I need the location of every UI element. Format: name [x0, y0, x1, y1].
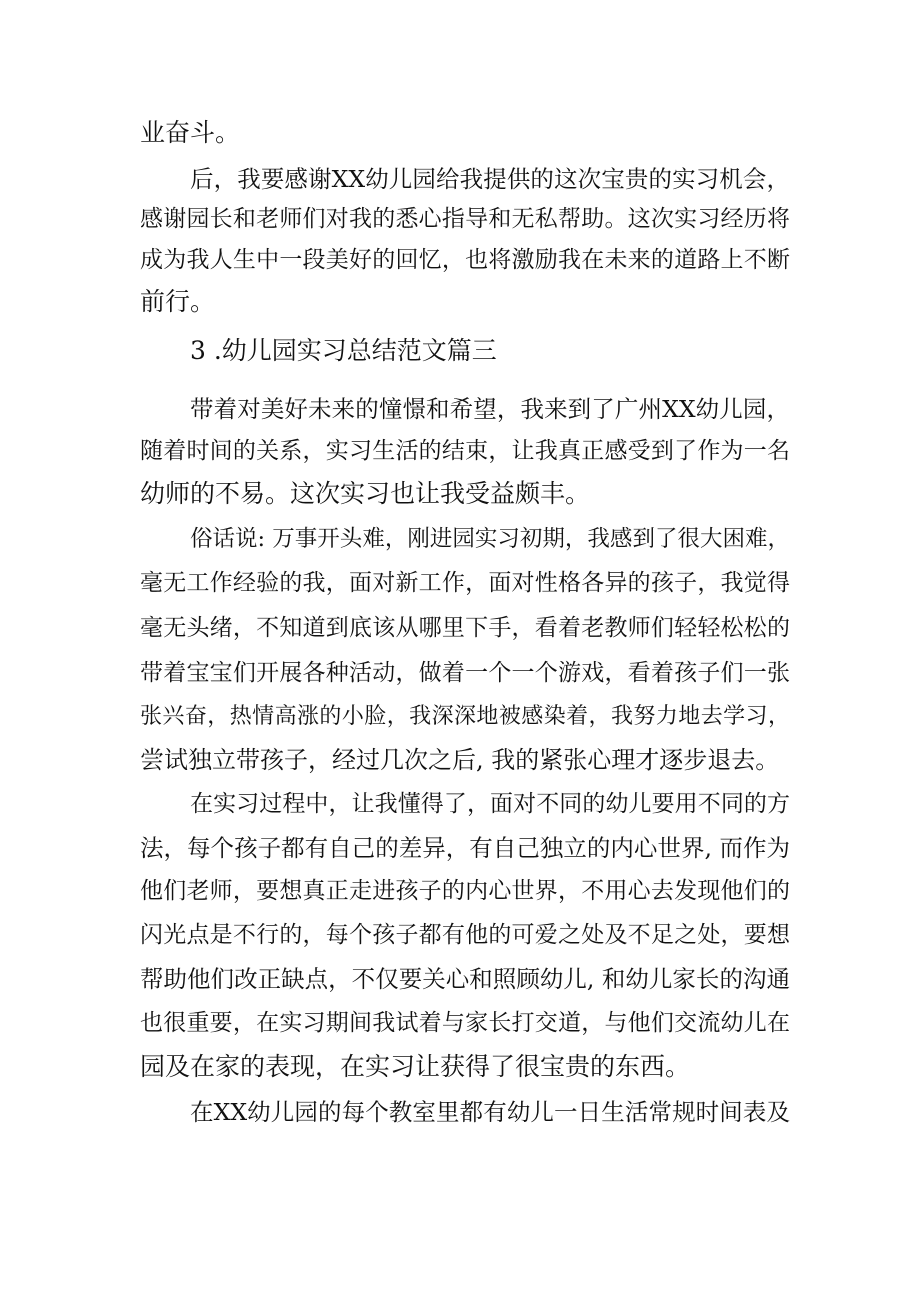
text-line: 帮助他们改正缺点，不仅要关心和照顾幼儿, 和幼儿家长的沟通: [140, 965, 790, 993]
text-line: 园及在家的表现，在实习让获得了很宝贵的东西。: [140, 1052, 691, 1081]
text-line: 毫无头绪，不知道到底该从哪里下手，看着老教师们轻轻松松的: [140, 615, 790, 641]
text-line: 带着对美好未来的憧憬和希望，我来到了广州XX幼儿园，: [190, 395, 790, 423]
text-line: 闪光点是不行的，每个孩子都有他的可爱之处及不足之处，要想: [140, 922, 790, 948]
text-line: 业奋斗。: [140, 118, 241, 147]
text-line: 感谢园长和老师们对我的悉心指导和无私帮助。这次实习经历将: [140, 206, 790, 232]
text-line: 后，我要感谢XX幼儿园给我提供的这次宝贵的实习机会，: [190, 165, 790, 193]
text-line: 幼师的不易。这次实习也让我受益颇丰。: [140, 479, 591, 508]
text-line: 尝试独立带孩子，经过几次之后, 我的紧张心理才逐步退去。: [140, 746, 780, 774]
text-line: 张兴奋，热情高涨的小脸，我深深地被感染着，我努力地去学习，: [140, 704, 790, 729]
text-line: 毫无工作经验的我，面对新工作，面对性格各异的孩子，我觉得: [140, 570, 790, 596]
text-line: 带着宝宝们开展各种活动，做着一个一个游戏，看着孩子们一张: [140, 660, 790, 686]
text-line: 在实习过程中，让我懂得了，面对不同的幼儿要用不同的方: [190, 791, 790, 817]
text-line: 随着时间的关系，实习生活的结束，让我真正感受到了作为一名: [140, 438, 790, 464]
section-heading: 3 .幼儿园实习总结范文篇三: [190, 336, 497, 365]
text-line: 前行。: [140, 287, 216, 316]
text-line: 也很重要，在实习期间我试着与家长打交道，与他们交流幼儿在: [140, 1010, 790, 1036]
text-line: 俗话说: 万事开头难，刚进园实习初期，我感到了很大困难，: [190, 526, 790, 552]
text-line: 成为我人生中一段美好的回忆，也将激励我在未来的道路上不断: [140, 247, 790, 273]
text-line: 他们老师，要想真正走进孩子的内心世界，不用心去发现他们的: [140, 878, 790, 904]
text-line: 在XX幼儿园的每个教室里都有幼儿一日生活常规时间表及: [190, 1098, 790, 1126]
text-line: 法，每个孩子都有自己的差异，有自己独立的内心世界, 而作为: [140, 834, 790, 862]
